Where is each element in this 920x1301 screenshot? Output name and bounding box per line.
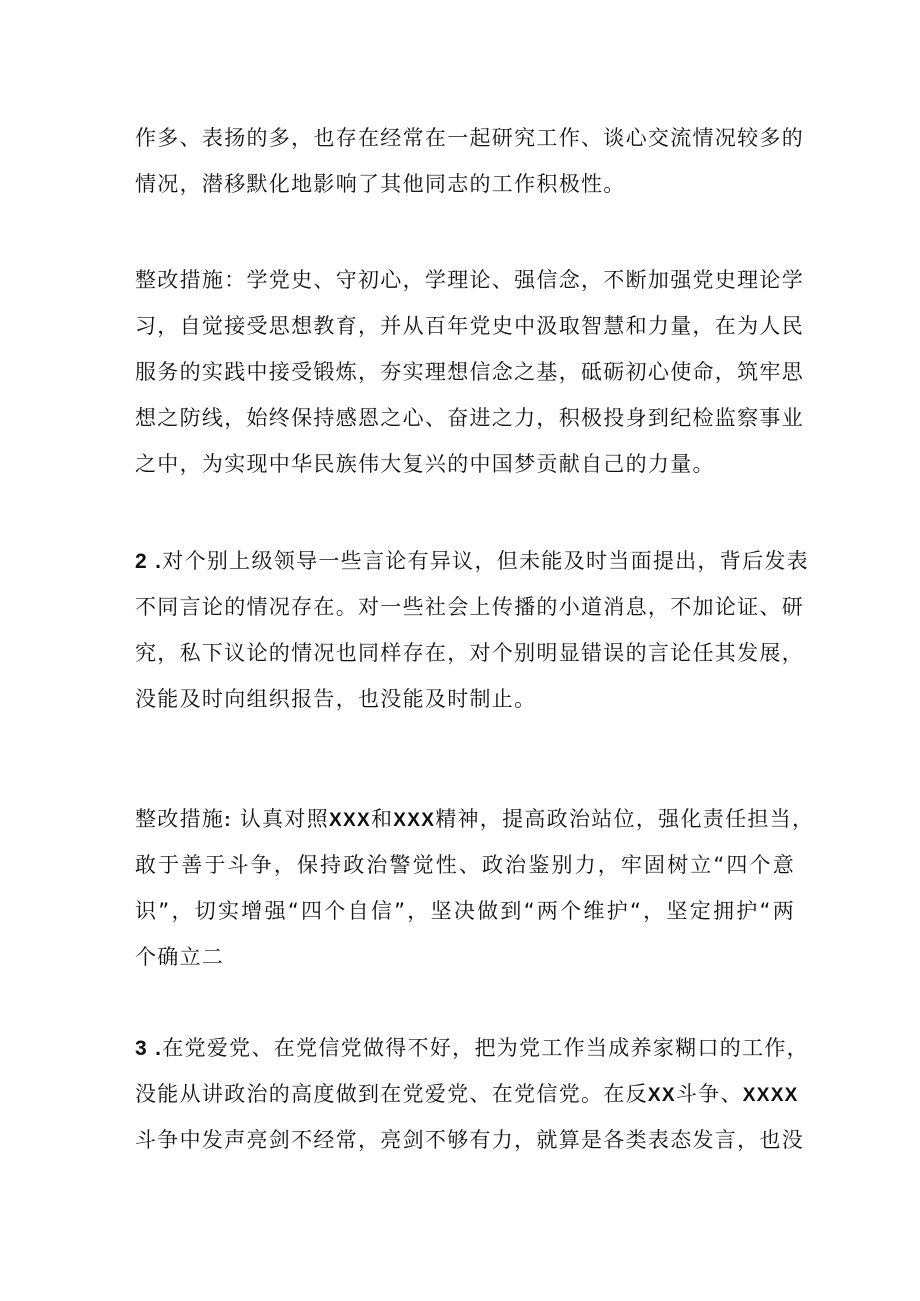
placeholder-xx: XX — [647, 1085, 676, 1106]
text-line: 个确立二 — [135, 945, 225, 969]
placeholder-xxx: XXX — [393, 810, 436, 831]
paragraph-4 — [135, 796, 815, 980]
text-line: 想之防线，始终保持感恩之心、奋进之力，积极投身到纪检监察事业 — [135, 406, 804, 430]
text-line: 之中，为实现中华民族伟大复兴的中国梦贡献自己的力量。 — [135, 452, 715, 476]
item-number-suffix: . — [147, 1037, 163, 1060]
text-run: 没能从讲政治的高度做到在党爱党、在党信党。在反 — [135, 1082, 648, 1106]
text-line: 识”，切实增强“四个自信”，坚决做到“两个维护“，坚定拥护“两 — [135, 899, 795, 923]
paragraph-1 — [135, 115, 804, 207]
text-run: 斗争、 — [675, 1082, 743, 1106]
paragraph-2 — [135, 257, 804, 487]
text-line: 斗争中发声亮剑不经常，亮剑不够有力，就算是各类表态发言，也没 — [135, 1128, 804, 1152]
text-run: 精神，提高政治站位，强化责任担当， — [435, 807, 815, 831]
text-run: 认真对照 — [231, 807, 330, 831]
text-line — [135, 1025, 809, 1071]
text-line: 作多、表扬的多，也存在经常在一起研究工作、谈心交流情况较多的 — [135, 126, 804, 150]
text-line — [135, 538, 809, 584]
item-number-suffix: . — [147, 550, 163, 573]
placeholder-xxx: XXX — [329, 810, 371, 831]
text-line — [135, 1071, 799, 1117]
text-run: 在党爱党、在党信党做得不好，把为党工作当成养家糊口的工作， — [162, 1036, 809, 1060]
text-run: 和 — [370, 807, 394, 831]
text-run: 整改措施 — [135, 807, 225, 831]
text-line — [135, 796, 815, 842]
text-line: 情况，潜移默化地影响了其他同志的工作积极性。 — [135, 172, 626, 196]
text-line: 习，自觉接受思想教育，并从百年党史中汲取智慧和力量，在为人民 — [135, 314, 804, 338]
placeholder-xxxx: XXXX — [742, 1085, 799, 1106]
text-line: 敢于善于斗争，保持政治警觉性、政治鉴别力，牢固树立“四个意 — [135, 853, 795, 877]
item-number: 2 — [135, 550, 148, 573]
item-number: 3 — [135, 1037, 148, 1060]
text-line: 不同言论的情况存在。对一些社会上传播的小道消息，不加论证、研 — [135, 595, 804, 619]
text-line: 究，私下议论的情况也同样存在，对个别明显错误的言论任其发展， — [135, 641, 804, 665]
text-run: : — [224, 810, 232, 831]
text-run: 对个别上级领导一些言论有异议，但未能及时当面提出，背后发表 — [162, 549, 809, 573]
text-line: 服务的实践中接受锻炼，夯实理想信念之基，砥砺初心使命，筑牢思 — [135, 360, 804, 384]
paragraph-5 — [135, 1025, 809, 1163]
paragraph-3 — [135, 538, 809, 722]
text-line: 整改措施：学党史、守初心，学理论、强信念，不断加强党史理论学 — [135, 268, 804, 292]
text-line: 没能及时向组织报告，也没能及时制止。 — [135, 687, 537, 711]
